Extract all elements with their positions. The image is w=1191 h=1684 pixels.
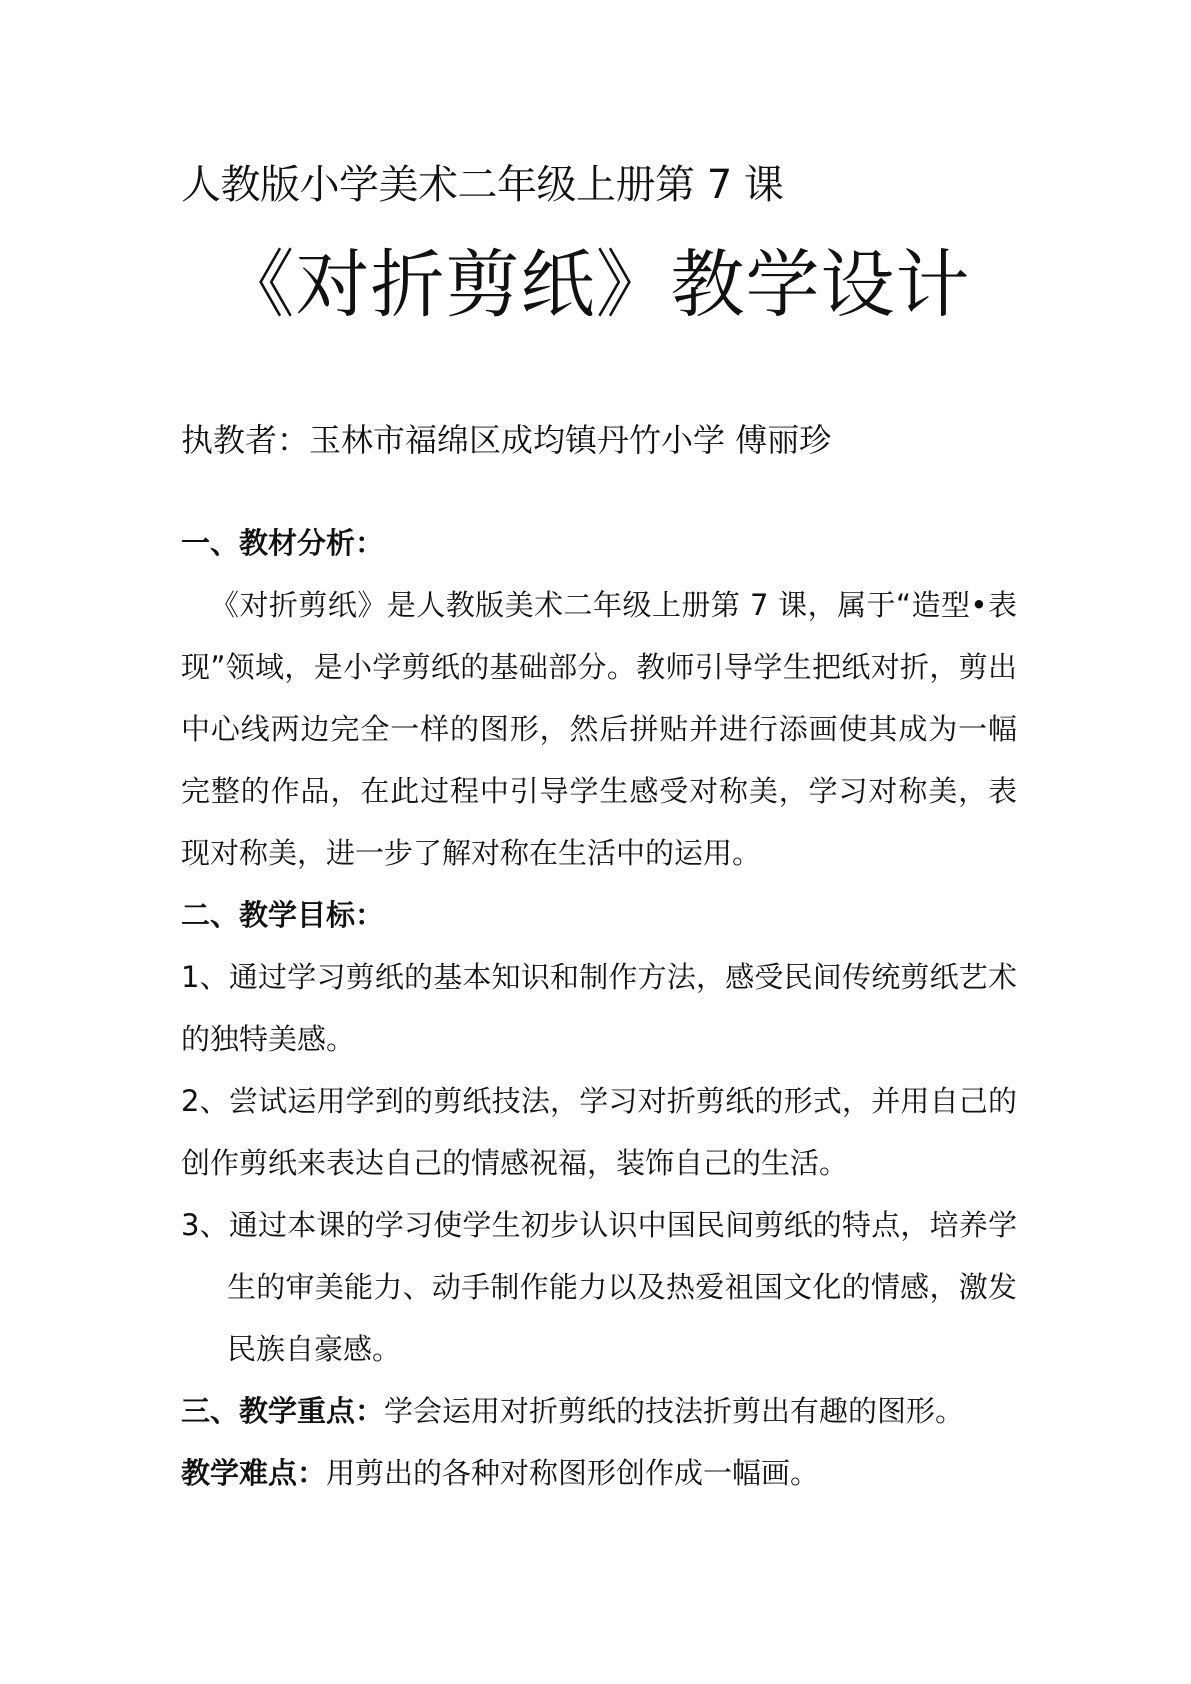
difficulty-label: 教学难点： <box>181 1456 327 1490</box>
analysis-paragraph: 《对折剪纸》是人教版美术二年级上册第 7 课，属于“造型•表现”领域，是小学剪纸的基础部分。教师引导学生把纸对折，剪出中心线两边完全一样的图形，然后拼贴并进行添画使其成为一幅完整的作品，在此过程中引导学生感受对称美，学习对称美，表现对称美，进一步了解对称在生活中的运用。 <box>181 588 1017 870</box>
goal-item-1: 1、通过学习剪纸的基本知识和制作方法，感受民间传统剪纸艺术的独特美感。 <box>181 960 1017 1056</box>
section-heading-analysis: 一、教材分析： <box>181 526 385 560</box>
author-line: 执教者：玉林市福绵区成均镇丹竹小学 傅丽珍 <box>181 421 832 459</box>
key-point-label: 三、教学重点： <box>181 1394 385 1428</box>
difficulty-text: 用剪出的各种对称图形创作成一幅画。 <box>326 1456 820 1490</box>
key-point-line <box>181 1380 1017 1442</box>
difficulty-line <box>181 1442 1017 1504</box>
document-body <box>181 512 1017 1504</box>
key-point-text: 学会运用对折剪纸的技法折剪出有趣的图形。 <box>384 1394 965 1428</box>
goal-item-2: 2、尝试运用学到的剪纸技法，学习对折剪纸的形式，并用自己的创作剪纸来表达自己的情感祝福，装饰自己的生活。 <box>181 1084 1017 1180</box>
document-subtitle: 人教版小学美术二年级上册第 7 课 <box>181 162 784 208</box>
goal-item-3: 3、通过本课的学习使学生初步认识中国民间剪纸的特点，培养学生的审美能力、动手制作能力以及热爱祖国文化的情感，激发民族自豪感。 <box>181 1208 1017 1366</box>
document-title: 《对折剪纸》教学设计 <box>220 242 971 328</box>
section-heading-goals: 二、教学目标： <box>181 898 385 932</box>
